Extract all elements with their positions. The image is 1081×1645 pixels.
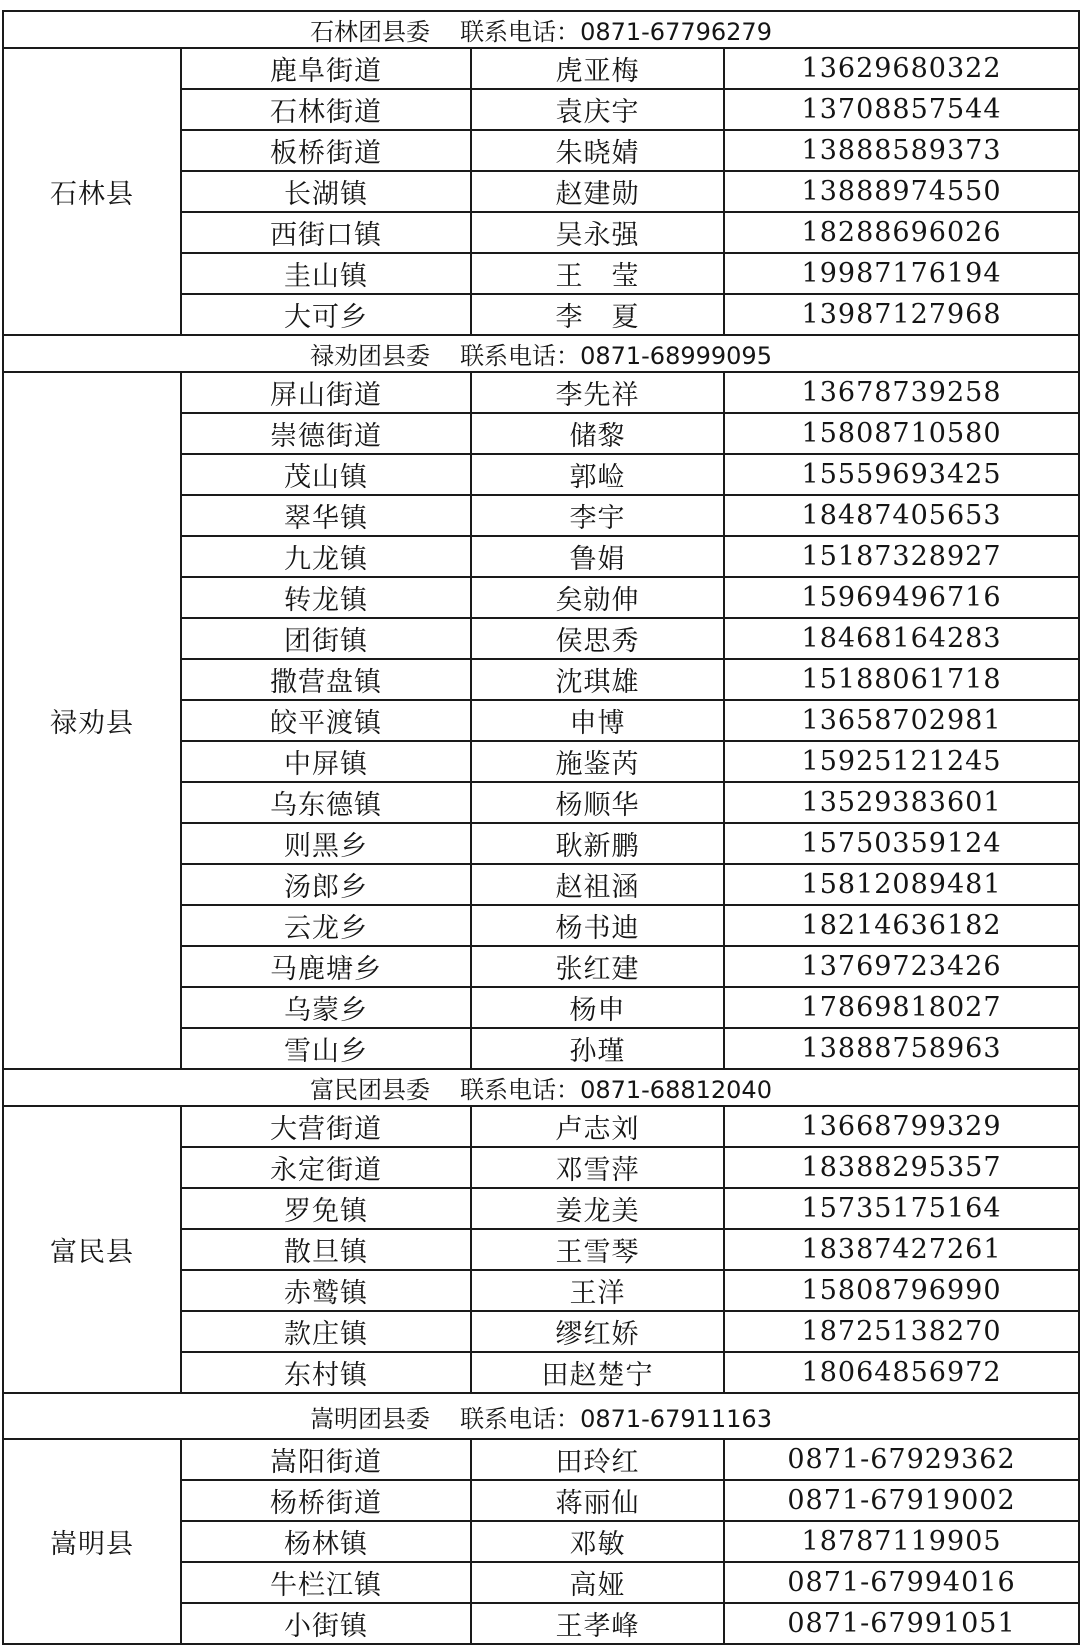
section-header-cell bbox=[3, 1069, 1079, 1106]
tel-label: 联系电话： bbox=[460, 1076, 581, 1104]
town-name: 中屏镇 bbox=[181, 741, 471, 782]
town-name: 皎平渡镇 bbox=[181, 700, 471, 741]
contact-name: 赵建勋 bbox=[471, 171, 724, 212]
contact-phone: 13678739258 bbox=[724, 372, 1079, 413]
org-name: 嵩明团县委 bbox=[310, 1404, 431, 1433]
section-header-cell bbox=[3, 335, 1079, 372]
contact-name: 杨顺华 bbox=[471, 782, 724, 823]
contact-name: 邓雪萍 bbox=[471, 1147, 724, 1188]
section-header bbox=[3, 335, 1079, 372]
county-name: 嵩明县 bbox=[3, 1439, 181, 1644]
table-row bbox=[3, 1106, 1079, 1147]
contact-name: 矣勍伸 bbox=[471, 577, 724, 618]
contact-name: 申博 bbox=[471, 700, 724, 741]
town-name: 罗免镇 bbox=[181, 1188, 471, 1229]
contact-phone: 18725138270 bbox=[724, 1311, 1079, 1352]
section-header bbox=[3, 1393, 1079, 1439]
contact-name: 王 莹 bbox=[471, 253, 724, 294]
town-name: 东村镇 bbox=[181, 1352, 471, 1393]
county-name: 石林县 bbox=[3, 48, 181, 335]
contact-phone: 0871-67991051 bbox=[724, 1603, 1079, 1644]
town-name: 大营街道 bbox=[181, 1106, 471, 1147]
town-name: 团街镇 bbox=[181, 618, 471, 659]
contact-name: 田赵楚宁 bbox=[471, 1352, 724, 1393]
contact-phone: 18487405653 bbox=[724, 495, 1079, 536]
contact-phone: 18064856972 bbox=[724, 1352, 1079, 1393]
contact-name: 耿新鹏 bbox=[471, 823, 724, 864]
contact-phone: 0871-67994016 bbox=[724, 1562, 1079, 1603]
contact-name: 李宇 bbox=[471, 495, 724, 536]
contact-phone: 13888589373 bbox=[724, 130, 1079, 171]
section-header bbox=[3, 1069, 1079, 1106]
contact-name: 储黎 bbox=[471, 413, 724, 454]
table-row bbox=[3, 1439, 1079, 1480]
org-name: 石林团县委 bbox=[310, 18, 431, 46]
town-name: 小街镇 bbox=[181, 1603, 471, 1644]
contact-name: 鲁娟 bbox=[471, 536, 724, 577]
contact-phone: 18387427261 bbox=[724, 1229, 1079, 1270]
contact-name: 沈琪雄 bbox=[471, 659, 724, 700]
town-name: 大可乡 bbox=[181, 294, 471, 335]
contact-phone: 17869818027 bbox=[724, 987, 1079, 1028]
contact-name: 李先祥 bbox=[471, 372, 724, 413]
town-name: 九龙镇 bbox=[181, 536, 471, 577]
contact-name: 杨书迪 bbox=[471, 905, 724, 946]
contact-phone: 13987127968 bbox=[724, 294, 1079, 335]
contact-phone: 18288696026 bbox=[724, 212, 1079, 253]
contact-phone: 13769723426 bbox=[724, 946, 1079, 987]
contact-phone: 0871-67919002 bbox=[724, 1480, 1079, 1521]
table-row bbox=[3, 48, 1079, 89]
town-name: 西街口镇 bbox=[181, 212, 471, 253]
contact-phone: 15808796990 bbox=[724, 1270, 1079, 1311]
town-name: 乌蒙乡 bbox=[181, 987, 471, 1028]
contact-phone: 18787119905 bbox=[724, 1521, 1079, 1562]
town-name: 款庄镇 bbox=[181, 1311, 471, 1352]
table-row bbox=[3, 372, 1079, 413]
contact-phone: 13658702981 bbox=[724, 700, 1079, 741]
town-name: 板桥街道 bbox=[181, 130, 471, 171]
contact-table bbox=[2, 10, 1080, 1645]
contact-phone: 18214636182 bbox=[724, 905, 1079, 946]
town-name: 雪山乡 bbox=[181, 1028, 471, 1069]
town-name: 乌东德镇 bbox=[181, 782, 471, 823]
contact-phone: 15969496716 bbox=[724, 577, 1079, 618]
county-name: 禄劝县 bbox=[3, 372, 181, 1069]
org-tel: 0871-67796279 bbox=[580, 18, 772, 46]
contact-name: 王雪琴 bbox=[471, 1229, 724, 1270]
contact-phone: 15808710580 bbox=[724, 413, 1079, 454]
contact-phone: 0871-67929362 bbox=[724, 1439, 1079, 1480]
contact-name: 王洋 bbox=[471, 1270, 724, 1311]
contact-phone: 13529383601 bbox=[724, 782, 1079, 823]
town-name: 茂山镇 bbox=[181, 454, 471, 495]
org-tel: 0871-67911163 bbox=[580, 1404, 772, 1433]
town-name: 云龙乡 bbox=[181, 905, 471, 946]
section-header bbox=[3, 11, 1079, 48]
contact-phone: 15735175164 bbox=[724, 1188, 1079, 1229]
section-header-cell bbox=[3, 1393, 1079, 1439]
section-header-cell bbox=[3, 11, 1079, 48]
contact-name: 邓敏 bbox=[471, 1521, 724, 1562]
town-name: 石林街道 bbox=[181, 89, 471, 130]
town-name: 杨桥街道 bbox=[181, 1480, 471, 1521]
contact-name: 虎亚梅 bbox=[471, 48, 724, 89]
town-name: 崇德街道 bbox=[181, 413, 471, 454]
contact-name: 侯思秀 bbox=[471, 618, 724, 659]
contact-phone: 13888974550 bbox=[724, 171, 1079, 212]
tel-label: 联系电话： bbox=[460, 1404, 581, 1433]
town-name: 翠华镇 bbox=[181, 495, 471, 536]
town-name: 汤郎乡 bbox=[181, 864, 471, 905]
contact-phone: 15559693425 bbox=[724, 454, 1079, 495]
contact-name: 吴永强 bbox=[471, 212, 724, 253]
tel-label: 联系电话： bbox=[460, 18, 581, 46]
contact-name: 王孝峰 bbox=[471, 1603, 724, 1644]
town-name: 撒营盘镇 bbox=[181, 659, 471, 700]
town-name: 马鹿塘乡 bbox=[181, 946, 471, 987]
town-name: 牛栏江镇 bbox=[181, 1562, 471, 1603]
town-name: 散旦镇 bbox=[181, 1229, 471, 1270]
contact-name: 郭崄 bbox=[471, 454, 724, 495]
contact-name: 袁庆宇 bbox=[471, 89, 724, 130]
town-name: 长湖镇 bbox=[181, 171, 471, 212]
county-name: 富民县 bbox=[3, 1106, 181, 1393]
town-name: 转龙镇 bbox=[181, 577, 471, 618]
contact-name: 张红建 bbox=[471, 946, 724, 987]
town-name: 鹿阜街道 bbox=[181, 48, 471, 89]
contact-name: 姜龙美 bbox=[471, 1188, 724, 1229]
contact-phone: 19987176194 bbox=[724, 253, 1079, 294]
contact-name: 卢志刘 bbox=[471, 1106, 724, 1147]
tel-label: 联系电话： bbox=[460, 342, 581, 370]
contact-name: 赵祖涵 bbox=[471, 864, 724, 905]
contact-phone: 18388295357 bbox=[724, 1147, 1079, 1188]
contact-phone: 15812089481 bbox=[724, 864, 1079, 905]
contact-phone: 15925121245 bbox=[724, 741, 1079, 782]
town-name: 赤鹫镇 bbox=[181, 1270, 471, 1311]
org-tel: 0871-68999095 bbox=[580, 342, 772, 370]
contact-phone: 15750359124 bbox=[724, 823, 1079, 864]
town-name: 则黑乡 bbox=[181, 823, 471, 864]
contact-phone: 15187328927 bbox=[724, 536, 1079, 577]
contact-name: 蒋丽仙 bbox=[471, 1480, 724, 1521]
contact-phone: 13629680322 bbox=[724, 48, 1079, 89]
town-name: 永定街道 bbox=[181, 1147, 471, 1188]
contact-name: 施鉴芮 bbox=[471, 741, 724, 782]
town-name: 屏山街道 bbox=[181, 372, 471, 413]
contact-phone: 13668799329 bbox=[724, 1106, 1079, 1147]
town-name: 嵩阳街道 bbox=[181, 1439, 471, 1480]
contact-phone: 13888758963 bbox=[724, 1028, 1079, 1069]
contact-phone: 13708857544 bbox=[724, 89, 1079, 130]
contact-name: 孙瑾 bbox=[471, 1028, 724, 1069]
org-name: 禄劝团县委 bbox=[310, 342, 431, 370]
contact-name: 李 夏 bbox=[471, 294, 724, 335]
contact-phone: 18468164283 bbox=[724, 618, 1079, 659]
town-name: 杨林镇 bbox=[181, 1521, 471, 1562]
contact-name: 田玲红 bbox=[471, 1439, 724, 1480]
town-name: 圭山镇 bbox=[181, 253, 471, 294]
contact-name: 高娅 bbox=[471, 1562, 724, 1603]
org-tel: 0871-68812040 bbox=[580, 1076, 772, 1104]
org-name: 富民团县委 bbox=[310, 1076, 431, 1104]
contact-phone: 15188061718 bbox=[724, 659, 1079, 700]
contact-name: 朱晓婧 bbox=[471, 130, 724, 171]
contact-name: 杨申 bbox=[471, 987, 724, 1028]
contact-name: 缪红娇 bbox=[471, 1311, 724, 1352]
